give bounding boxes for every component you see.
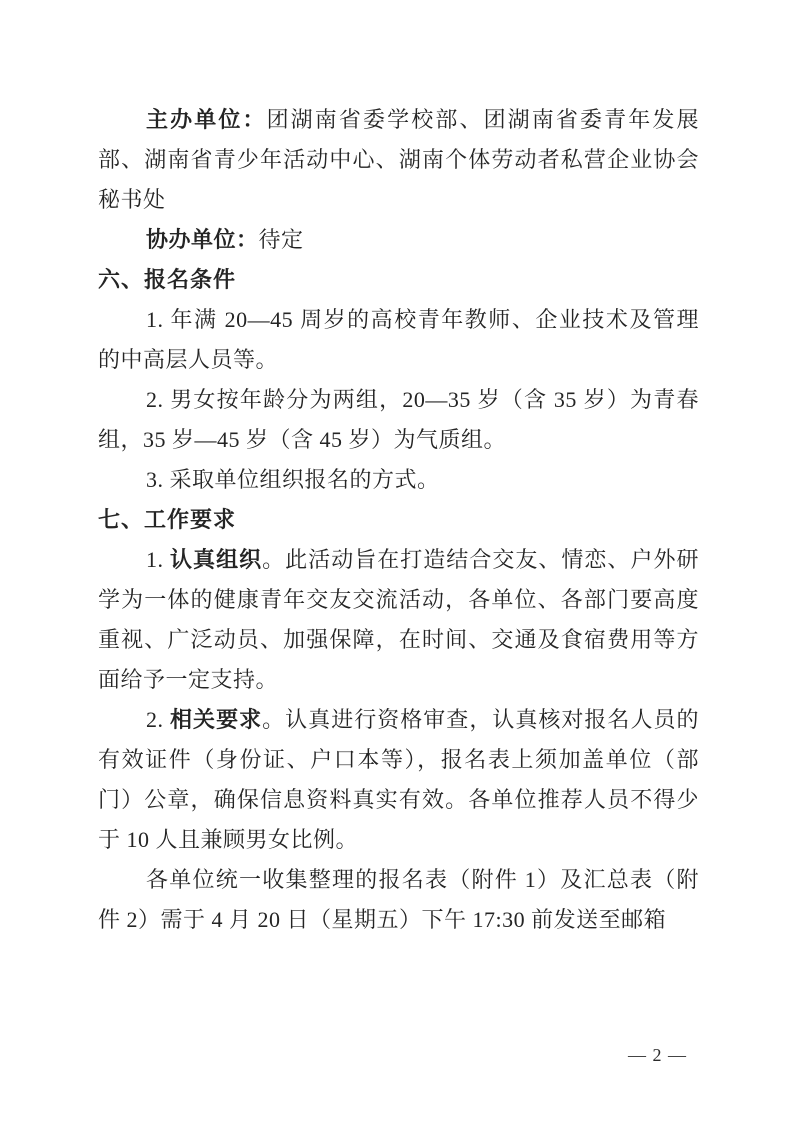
section-7-closing-paragraph: 各单位统一收集整理的报名表（附件 1）及汇总表（附件 2）需于 4 月 20 日（星期五）下午 17:30 前发送至邮箱 — [98, 867, 699, 932]
page-number: — 2 — — [628, 1045, 687, 1065]
co-organizer-text: 待定 — [258, 227, 304, 252]
co-organizer-paragraph — [98, 220, 699, 260]
section-7-item-1 — [98, 540, 699, 700]
item-2-keyword: 相关要求 — [170, 707, 263, 732]
section-6-heading: 六、报名条件 — [98, 267, 237, 292]
organizer-paragraph — [98, 100, 699, 220]
section-6-item-1: 1. 年满 20—45 周岁的高校青年教师、企业技术及管理的中高层人员等。 — [98, 307, 699, 372]
co-organizer-label: 协办单位： — [146, 227, 259, 252]
section-6-item-3: 3. 采取单位组织报名的方式。 — [146, 467, 440, 492]
section-6-item-2: 2. 男女按年龄分为两组，20—35 岁（含 35 岁）为青春组，35 岁—45 岁（含 45 岁）为气质组。 — [98, 387, 699, 452]
item-1-number: 1. — [146, 547, 171, 572]
organizer-text: 团湖南省委学校部、团湖南省委青年发展部、湖南省青少年活动中心、湖南个体劳动者私营企业协会秘书处 — [98, 107, 699, 212]
item-1-text: 此活动旨在打造结合交友、情恋、户外研学为一体的健康青年交友交流活动，各单位、各部门要高度重视、广泛动员、加强保障，在时间、交通及食宿费用等方面给予一定支持。 — [98, 547, 699, 692]
document-body — [98, 100, 699, 940]
organizer-label: 主办单位： — [146, 107, 267, 132]
item-2-separator: 。 — [262, 707, 286, 732]
item-1-keyword: 认真组织 — [170, 547, 263, 572]
section-7-item-2 — [98, 700, 699, 860]
item-1-separator: 。 — [262, 547, 286, 572]
section-7-heading: 七、工作要求 — [98, 507, 237, 532]
item-2-number: 2. — [146, 707, 171, 732]
item-2-text: 认真进行资格审查，认真核对报名人员的有效证件（身份证、户口本等），报名表上须加盖单位（部门）公章，确保信息资料真实有效。各单位推荐人员不得少于 10 人且兼顾男女比例。 — [98, 707, 699, 852]
